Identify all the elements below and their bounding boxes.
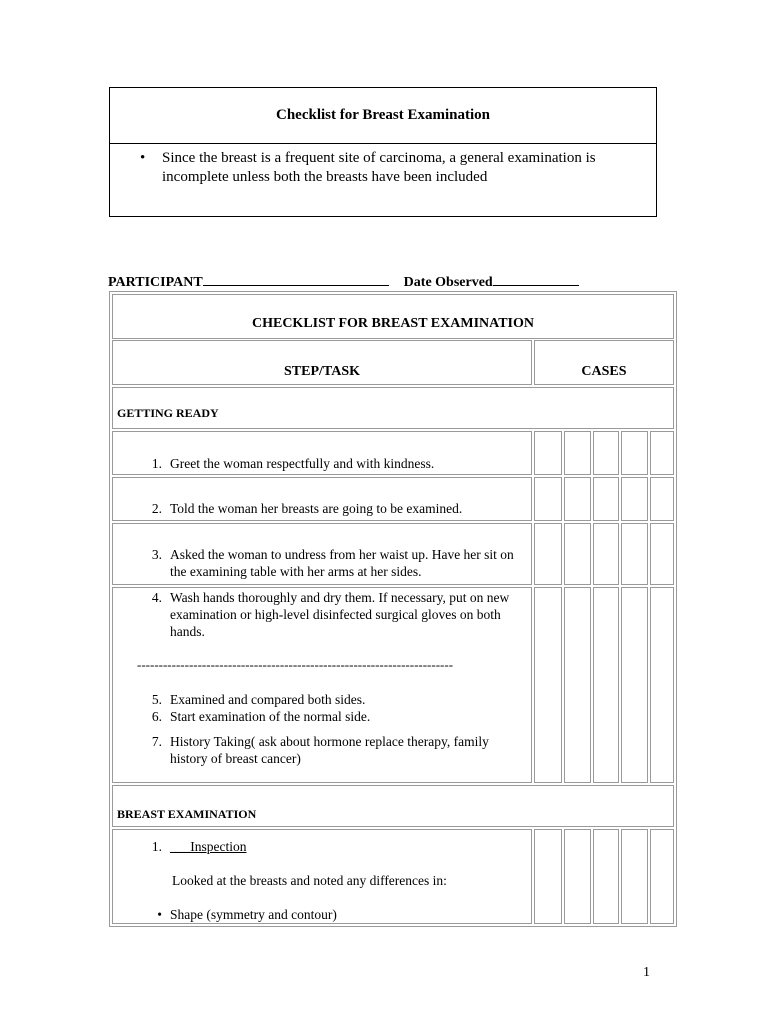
case-checkbox[interactable]: [621, 477, 648, 521]
cases-header: CASES: [534, 340, 674, 385]
task-text: Greet the woman respectfully and with kindness.: [170, 456, 435, 471]
case-checkbox[interactable]: [564, 523, 591, 585]
task-number: 2.: [151, 501, 162, 516]
task-row-3: [112, 523, 532, 585]
page-number: 1: [643, 965, 650, 980]
shape-bullet-text: Shape (symmetry and contour): [170, 907, 337, 922]
task-row-1: [112, 431, 532, 475]
intro-bullet-item: [110, 144, 656, 187]
case-checkbox[interactable]: [534, 477, 562, 521]
case-checkbox[interactable]: [650, 431, 674, 475]
checklist-title: CHECKLIST FOR BREAST EXAMINATION: [112, 294, 674, 339]
section-breast-examination: BREAST EXAMINATION: [112, 785, 674, 827]
inspection-label: ___Inspection: [170, 839, 247, 854]
task-text: History Taking( ask about hormone replace therapy, family history of breast cancer): [170, 734, 489, 766]
task-number: 7.: [151, 734, 162, 749]
intro-bullet-text: Since the breast is a frequent site of carcinoma, a general examination is incomplete unless both the breasts have been included: [162, 150, 596, 185]
task-text: Wash hands thoroughly and dry them. If necessary, put on new examination or high-level disinfected surgical gloves on both hands.: [170, 590, 510, 639]
section-getting-ready: GETTING READY: [112, 387, 674, 429]
task-text: Start examination of the normal side.: [170, 709, 371, 724]
date-observed-field[interactable]: [493, 273, 579, 286]
task-text: Told the woman her breasts are going to be examined.: [170, 501, 463, 516]
case-checkbox[interactable]: [621, 523, 648, 585]
case-checkbox[interactable]: [534, 587, 562, 783]
participant-label: PARTICIPANT: [108, 275, 203, 290]
intro-title: Checklist for Breast Examination: [110, 88, 656, 144]
case-checkbox[interactable]: [564, 431, 591, 475]
task-text: Asked the woman to undress from her waist up. Have her sit on the examining table with her arms at her sides.: [170, 547, 514, 579]
task-number: 6.: [151, 709, 162, 724]
checklist-table: [109, 291, 677, 927]
case-checkbox[interactable]: [564, 587, 591, 783]
case-checkbox[interactable]: [534, 431, 562, 475]
task-number: 3.: [151, 547, 162, 562]
task-number: 4.: [151, 590, 162, 605]
participant-line: [108, 273, 668, 291]
task-number: 1.: [151, 839, 162, 854]
case-checkbox[interactable]: [564, 477, 591, 521]
separator-line: -------------------------------------------------------------------------: [137, 657, 454, 672]
case-checkbox[interactable]: [593, 431, 619, 475]
task-text: Examined and compared both sides.: [170, 692, 366, 707]
task-row-2: [112, 477, 532, 521]
case-checkbox[interactable]: [650, 829, 674, 924]
step-task-header: STEP/TASK: [112, 340, 532, 385]
inspection-row: [112, 829, 532, 924]
inspection-note: Looked at the breasts and noted any differences in:: [172, 873, 447, 888]
intro-box: [109, 87, 657, 217]
case-checkbox[interactable]: [593, 587, 619, 783]
bullet-icon: •: [140, 150, 146, 166]
case-checkbox[interactable]: [621, 829, 648, 924]
date-observed-label: Date Observed: [403, 275, 493, 290]
task-row-4: [112, 587, 532, 783]
case-checkbox[interactable]: [593, 523, 619, 585]
case-checkbox[interactable]: [650, 523, 674, 585]
case-checkbox[interactable]: [621, 587, 648, 783]
case-checkbox[interactable]: [593, 829, 619, 924]
task-number: 5.: [151, 692, 162, 707]
case-checkbox[interactable]: [534, 523, 562, 585]
case-checkbox[interactable]: [534, 829, 562, 924]
case-checkbox[interactable]: [593, 477, 619, 521]
participant-field[interactable]: [203, 273, 389, 286]
case-checkbox[interactable]: [650, 477, 674, 521]
case-checkbox[interactable]: [650, 587, 674, 783]
bullet-icon: •: [157, 907, 162, 922]
task-number: 1.: [151, 456, 162, 471]
case-checkbox[interactable]: [564, 829, 591, 924]
case-checkbox[interactable]: [621, 431, 648, 475]
